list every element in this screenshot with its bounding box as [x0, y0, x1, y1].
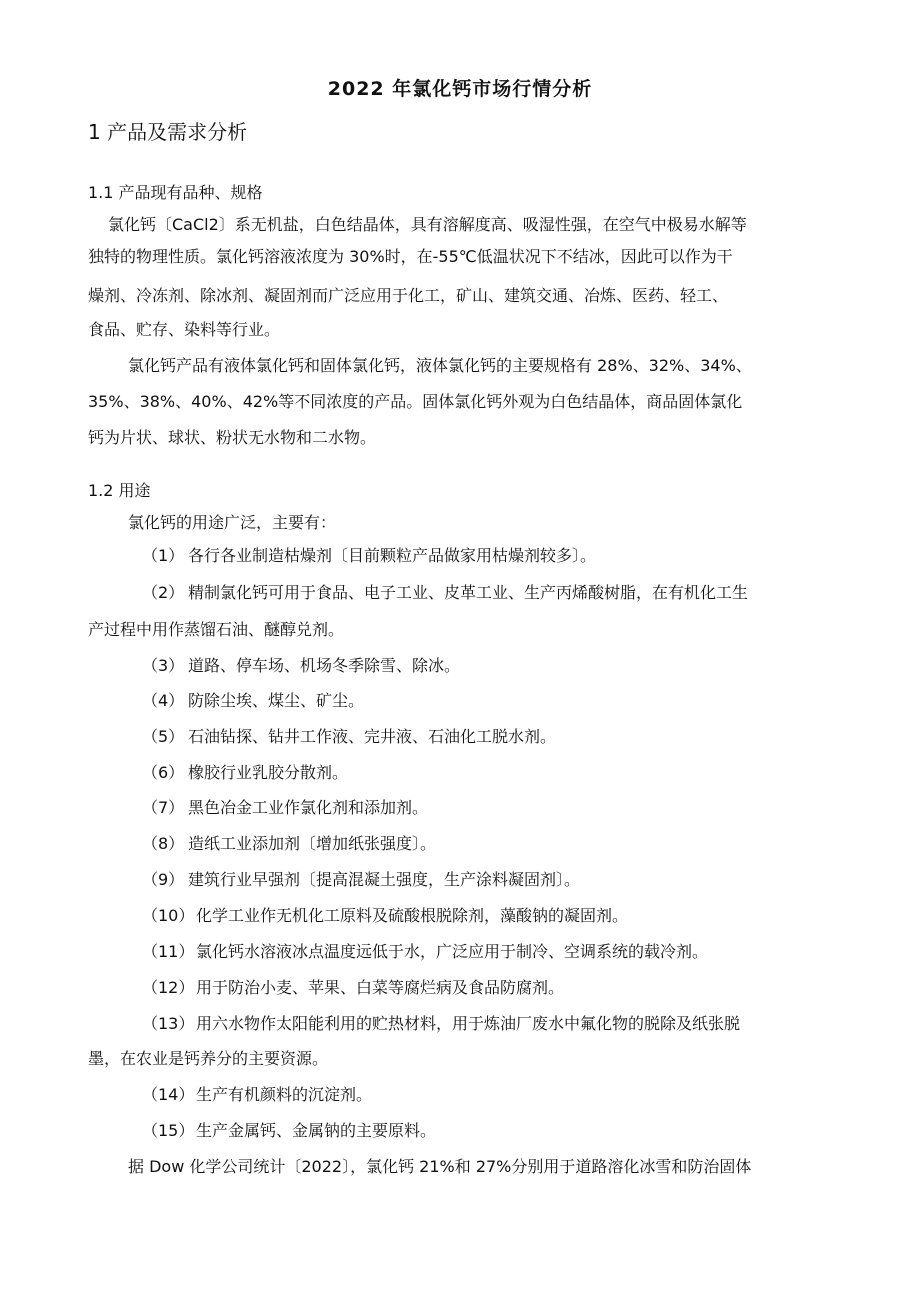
list-item: （4） 防除尘埃、煤尘、矿尘。	[142, 691, 365, 710]
paragraph-2-line-1: 氯化钙产品有液体氯化钙和固体氯化钙，液体氯化钙的主要规格有 28%、32%、34%、	[128, 356, 752, 375]
list-item: （2） 精制氯化钙可用于食品、电子工业、皮革工业、生产丙烯酸树脂，在有机化工生	[142, 583, 749, 602]
paragraph-1-line-4: 食品、贮存、染料等行业。	[88, 320, 281, 339]
list-item: （14） 生产有机颜料的沉淀剂。	[142, 1085, 373, 1104]
closing-paragraph: 据 Dow 化学公司统计〔2022〕，氯化钙 21%和 27%分别用于道路溶化冰雪和防治固体	[128, 1157, 752, 1176]
list-item-continuation: 产过程中用作蒸馏石油、醚醇兑剂。	[88, 620, 345, 639]
list-item: （8） 造纸工业添加剂〔增加纸张强度〕。	[142, 834, 437, 853]
list-item-continuation: 墨，在农业是钙养分的主要资源。	[88, 1049, 329, 1068]
paragraph-1-line-1: 氯化钙〔CaCl2〕系无机盐，白色结晶体，具有溶解度高、吸湿性强，在空气中极易水解等	[108, 215, 747, 234]
list-item: （12） 用于防治小麦、苹果、白菜等腐烂病及食品防腐剂。	[142, 978, 565, 997]
list-item: （15） 生产金属钙、金属钠的主要原料。	[142, 1121, 437, 1140]
list-item: （3） 道路、停车场、机场冬季除雪、除冰。	[142, 656, 461, 675]
paragraph-1-line-2: 独特的物理性质。氯化钙溶液浓度为 30%时，在-55℃低温状况下不结冰，因此可以作为干	[88, 247, 733, 266]
section-1-heading: 1 产品及需求分析	[88, 120, 248, 144]
list-item: （7） 黑色冶金工业作氯化剂和添加剂。	[142, 798, 429, 817]
section-1-2-heading: 1.2 用途	[88, 481, 151, 500]
uses-intro: 氯化钙的用途广泛，主要有：	[128, 513, 337, 532]
list-item: （13） 用六水物作太阳能利用的贮热材料，用于炼油厂废水中氟化物的脱除及纸张脱	[142, 1014, 741, 1033]
paragraph-2-line-2: 35%、38%、40%、42%等不同浓度的产品。固体氯化钙外观为白色结晶体，商品固体氯化	[88, 392, 743, 411]
paragraph-2-line-3: 钙为片状、球状、粉状无水物和二水物。	[88, 428, 377, 447]
list-item: （11） 氯化钙水溶液冰点温度远低于水，广泛应用于制冷、空调系统的载冷剂。	[142, 942, 709, 961]
list-item: （1） 各行各业制造枯燥剂〔目前颗粒产品做家用枯燥剂较多〕。	[142, 546, 597, 565]
list-item: （5） 石油钻探、钻井工作液、完井液、石油化工脱水剂。	[142, 727, 557, 746]
list-item: （9） 建筑行业早强剂〔提高混凝土强度，生产涂料凝固剂〕。	[142, 870, 581, 889]
list-item: （6） 橡胶行业乳胶分散剂。	[142, 763, 349, 782]
paragraph-1-line-3: 燥剂、冷冻剂、除冰剂、凝固剂而广泛应用于化工，矿山、建筑交通、冶炼、医药、轻工、	[88, 286, 729, 305]
list-item: （10） 化学工业作无机化工原料及硫酸根脱除剂，藻酸钠的凝固剂。	[142, 906, 629, 925]
document-title: 2022 年氯化钙市场行情分析	[327, 78, 593, 100]
section-1-1-heading: 1.1 产品现有品种、规格	[88, 183, 263, 202]
